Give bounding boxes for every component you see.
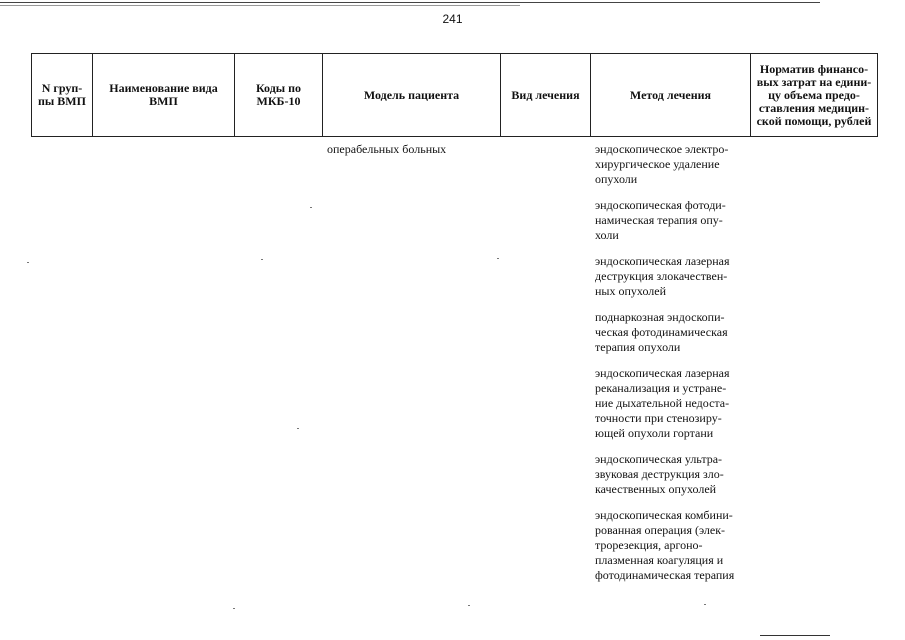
header-patient-model-label: Модель пациента [363,87,460,102]
header-group-number-label: N груп- пы ВМП [38,81,86,108]
scan-speck [704,604,706,605]
header-treatment-method-label: Метод лечения [629,87,712,102]
method-item: эндоскопическое электро- хирургическое удаление опухоли [595,142,729,186]
header-vmp-name [93,54,235,137]
scan-speck [297,428,299,429]
scan-speck [27,262,29,263]
treatment-methods-column [595,142,755,594]
header-patient-model [323,54,501,137]
scan-edge-line-secondary [0,5,520,6]
header-icd-codes [235,54,323,137]
header-treatment-type [501,54,591,137]
header-cost-standard-label: Норматив финансо- вых затрат на едини- цу объема предо- ставления медицин- ской помощи, рублей [756,61,872,128]
scan-edge-line [0,2,820,3]
scan-speck [468,605,470,606]
scan-edge-line-bottom [760,635,830,636]
header-treatment-method [591,54,751,137]
method-item: эндоскопическая лазерная деструкция злокачествен- ных опухолей [595,254,730,298]
method-item: эндоскопическая комбини- рованная операция (элек- трорезекция, аргоно- плазменная коагуляция и фотодинамическая терапия [595,508,735,582]
treatment-table [31,53,878,137]
method-item: эндоскопическая ультра- звуковая деструкция зло- качественных опухолей [595,452,724,496]
scan-speck [497,258,499,259]
page-number: 241 [442,12,463,26]
scan-speck [261,259,263,260]
header-cost-standard [751,54,878,137]
table-header-row [32,54,878,137]
method-item: эндоскопическая лазерная реканализация и устране- ние дыхательной недоста- точности при стенозиру- ющей опухоли гортани [595,366,730,440]
method-item: эндоскопическая фотоди- намическая терапия опу- холи [595,198,726,242]
header-vmp-name-label: Наименование вида ВМП [109,81,218,108]
patient-model-cell: операбельных больных [327,142,447,156]
header-group-number [32,54,93,137]
scan-speck [233,608,235,609]
scan-speck [310,207,312,208]
header-treatment-type-label: Вид лечения [511,87,580,102]
method-item: поднаркозная эндоскопи- ческая фотодинамическая терапия опухоли [595,310,728,354]
header-icd-codes-label: Коды по МКБ-10 [255,81,302,108]
